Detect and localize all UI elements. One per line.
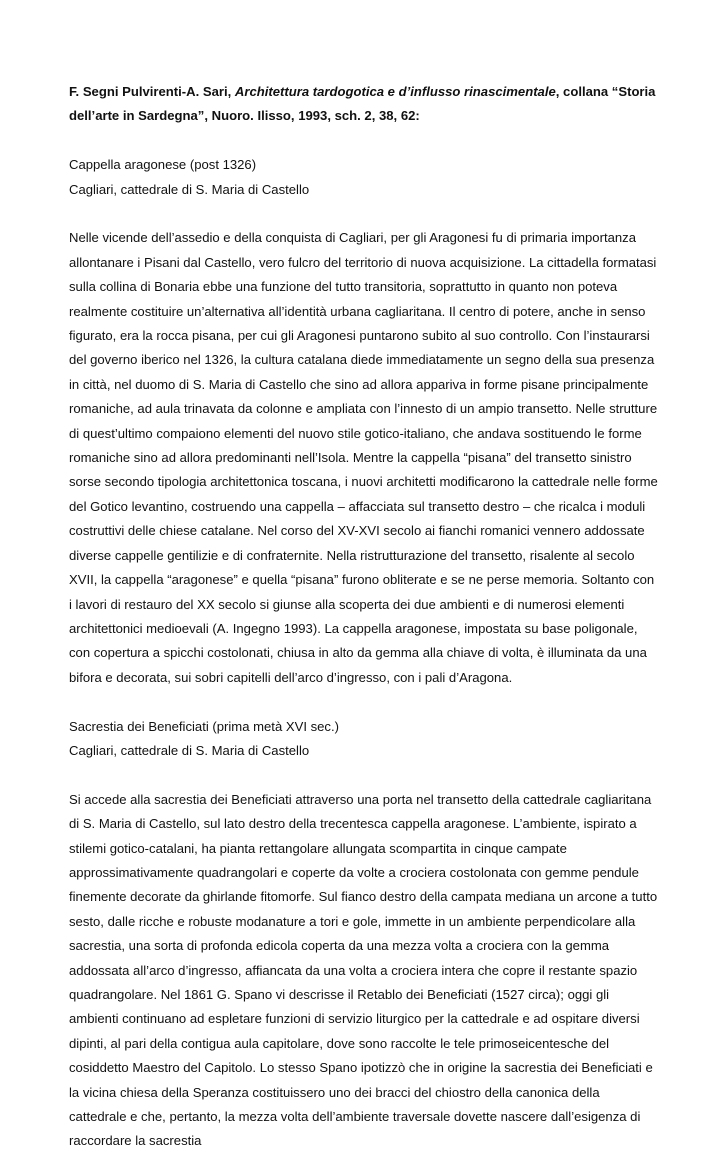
- section1-location: Cagliari, cattedrale di S. Maria di Castello: [69, 181, 310, 197]
- section1-heading: [69, 153, 659, 202]
- section1-title: Cappella aragonese (post 1326): [69, 157, 257, 173]
- document-page: [69, 80, 659, 1154]
- section2-heading: [69, 715, 659, 764]
- section2-location: Cagliari, cattedrale di S. Maria di Castello: [69, 742, 310, 758]
- citation-authors: F. Segni Pulvirenti-A. Sari,: [69, 84, 235, 99]
- section2-title: Sacrestia dei Beneficiati (prima metà XVI sec.): [69, 718, 339, 734]
- spacer: [69, 763, 659, 787]
- spacer: [69, 202, 659, 226]
- citation-header: [69, 80, 659, 129]
- citation-details: , collana “Storia dell’arte in Sardegna”, Nuoro. Ilisso, 1993, sch. 2, 38, 62:: [69, 84, 656, 124]
- citation-book-title: Architettura tardogotica e d’influsso rinascimentale: [234, 84, 556, 99]
- spacer: [69, 690, 659, 714]
- section1-body: Nelle vicende dell’assedio e della conquista di Cagliari, per gli Aragonesi fu di primaria importanza allontanare i Pisani dal Castello, vero fulcro del territorio di nuova acquisizione. La cittadella formatasi sulla collina di Bonaria ebbe una funzione del tutto transitoria, soprattutto in quanto non poteva realmente costituire un’alternativa all’identità urbana cagliaritana. Il centro di potere, anche in senso figurato, era la rocca pisana, per cui gli Aragonesi puntarono subito al suo controllo. Con l’instaurarsi del governo iberico nel 1326, la cultura catalana diede immediatamente un segno della sua presenza in città, nel duomo di S. Maria di Castello che sino ad allora appariva in forme pisane principalmente romaniche, ad aula trinavata da colonne e ampliata con l’innesto di un ampio transetto. Nelle strutture di quest’ultimo compaiono elementi del nuovo stile gotico-italiano, che andava sostituendo le forme romaniche sino ad allora predominanti nell’Isola. Mentre la cappella “pisana” del transetto sinistro sorse secondo tipologia architettonica toscana, i nuovi architetti modificarono la cattedrale nelle forme del Gotico levantino, costruendo una cappella – affacciata sul transetto destro – che ricalca i moduli costruttivi delle chiese catalane. Nel corso del XV-XVI secolo ai fianchi romanici vennero addossate diverse cappelle gentilizie e di confraternite. Nella ristrutturazione del transetto, risalente al secolo XVII, la cappella “aragonese” e quella “pisana” furono obliterate e se ne perse memoria. Soltanto con i lavori di restauro del XX secolo si giunse alla scoperta dei due ambienti e di numerosi elementi architettonici medioevali (A. Ingegno 1993). La cappella aragonese, impostata su base poligonale, con copertura a spicchi costolonati, chiusa in alto da gemma alla chiave di volta, è illuminata da una bifora e decorata, sui sobri capitelli dell’arco d’ingresso, con i pali d’Aragona.: [69, 230, 658, 685]
- section2-body: Si accede alla sacrestia dei Beneficiati attraverso una porta nel transetto della cattedrale cagliaritana di S. Maria di Castello, sul lato destro della trecentesca cappella aragonese. L’ambiente, ispirato a stilemi gotico-catalani, ha pianta rettangolare allungata scompartita in cinque campate approssimativamente quadrangolari e coperte da volte a crociera costolonata con gemme pendule finemente decorate da ghirlande fitomorfe. Sul fianco destro della campata mediana un arcone a tutto sesto, dalle ricche e robuste modanature a tori e gole, immette in un ambiente perpendicolare alla sacrestia, una sorta di profonda edicola coperta da una mezza volta a crociera con la gemma addossata all’arco d’ingresso, affiancata da una volta a crociera intera che copre il restante spazio quadrangolare. Nel 1861 G. Spano vi descrisse il Retablo dei Beneficiati (1527 circa); oggi gli ambienti continuano ad espletare funzioni di servizio liturgico per la cattedrale e ad ospitare diversi dipinti, al pari della contigua aula capitolare, dove sono raccolte le tele primoseicentesche del cosiddetto Maestro del Capitolo. Lo stesso Spano ipotizzò che in origine la sacrestia dei Beneficiati e la vicina chiesa della Speranza costituissero uno dei bracci del chiostro della canonica della cattedrale e che, pertanto, la mezza volta dell’ambiente traversale dovette nascere dall’esigenza di raccordare la sacrestia: [69, 791, 658, 1149]
- spacer: [69, 129, 659, 153]
